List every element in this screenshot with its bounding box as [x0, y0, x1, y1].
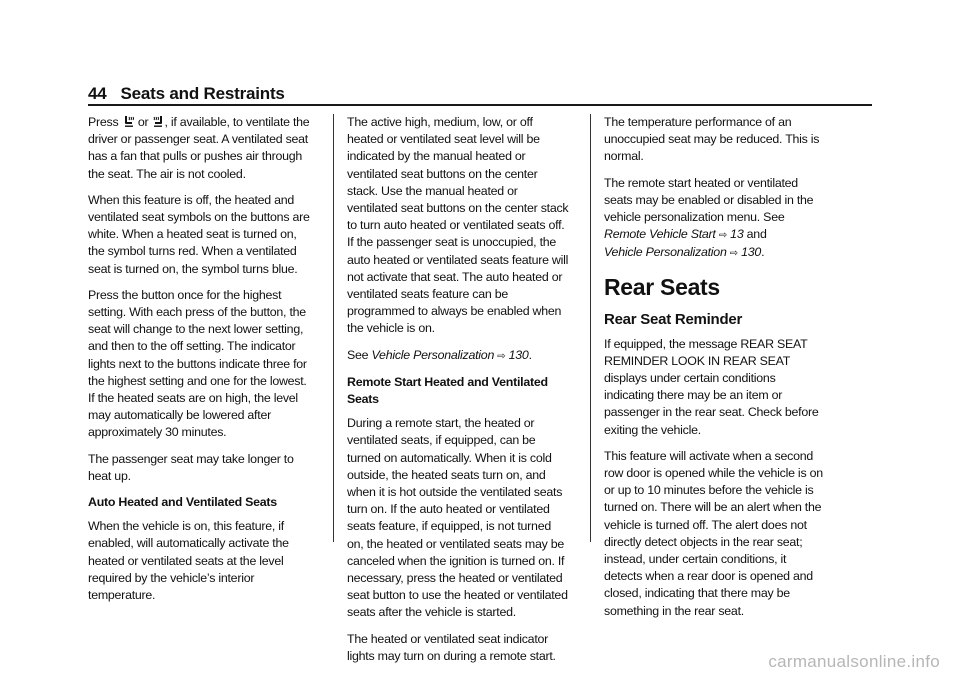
text: , if available, to ventilate the driver or passenger seat. A ventilated seat has a fan that pulls or pushes air through the seat. The air is not cooled.	[88, 115, 310, 181]
subsection-heading: Rear Seat Reminder	[604, 310, 743, 328]
reference-page[interactable]: 130	[741, 245, 762, 260]
paragraph	[88, 114, 310, 183]
page-number: 44	[88, 84, 107, 103]
page-arrow-icon: ⇨	[729, 248, 738, 260]
reference-page[interactable]: 130	[508, 347, 529, 362]
subheading: Remote Start Heated and Ventilated Seats	[347, 374, 548, 407]
paragraph: The active high, medium, low, or off heated or ventilated seat level will be indicated by the manual heated or ventilated seat buttons on the center stack. Use the manual heated or ventilated seat buttons on the center stack to turn auto heated or ventilated seats off. If the passenger seat is unoccupied, the auto heated or ventilated seats feature will not activate that seat. The auto heated or ventilated seats feature can be programmed to always be enabled when the vehicle is on.	[347, 115, 569, 336]
page-arrow-icon: ⇨	[497, 350, 506, 362]
watermark: carmanualsonline.info	[768, 652, 940, 671]
ventilated-seat-icon	[122, 115, 135, 128]
section-title: Seats and Restraints	[120, 84, 285, 103]
text: .	[761, 245, 765, 260]
column-divider	[333, 114, 334, 542]
paragraph: During a remote start, the heated or ventilated seats, if equipped, can be turned on automatically. When it is cold outside, the heated seats turn on, and when it is hot outside the ventilated seats turn on. If the auto heated or ventilated seats feature, if equipped, is not turned on, the heated or ventilated seats may be canceled when the ignition is turned on. If necessary, press the heated or ventilated seat button to use the heated or ventilated seats after the vehicle is started.	[347, 416, 568, 620]
section-heading: Rear Seats	[604, 273, 720, 300]
text: Press	[88, 115, 122, 129]
paragraph: When the vehicle is on, this feature, if enabled, will automatically activate the heated or ventilated seats at the level required by the vehicle’s interior temperature.	[88, 519, 289, 603]
cross-reference	[347, 347, 569, 365]
reference-link[interactable]: Vehicle Personalization	[604, 245, 727, 260]
paragraph: The passenger seat may take longer to heat up.	[88, 451, 294, 483]
text: .	[528, 347, 532, 362]
paragraph: The heated or ventilated seat indicator lights may turn on during a remote start.	[347, 631, 556, 663]
paragraph	[604, 175, 826, 263]
paragraph: The temperature performance of an unoccupied seat may be reduced. This is normal.	[604, 115, 820, 164]
reference-link[interactable]: Vehicle Personalization	[371, 347, 495, 362]
column-1	[88, 114, 310, 613]
header-rule	[88, 104, 872, 106]
page-header	[88, 84, 285, 104]
paragraph: This feature will activate when a second row door is opened while the vehicle is on or up to 10 minutes before the vehicle is turned on. There will be an alert when the vehicle is turned off. The alert does not directly detect objects in the rear seat; instead, under certain conditions, it detects when a rear door is opened and closed, indicating that there may be something in the rear seat.	[604, 448, 823, 618]
text: and	[743, 227, 767, 242]
reference-link[interactable]: Remote Vehicle Start	[604, 227, 716, 242]
column-3	[604, 114, 826, 629]
subheading: Auto Heated and Ventilated Seats	[88, 495, 277, 510]
paragraph: When this feature is off, the heated and ventilated seat symbols on the buttons are white. When a heated seat is turned on, the symbol turns red. When a ventilated seat is turned on, the symbol turns blue.	[88, 192, 310, 276]
text: or	[134, 115, 152, 129]
column-2	[347, 114, 569, 674]
ventilated-seat-passenger-icon	[152, 115, 165, 128]
paragraph: If equipped, the message REAR SEAT REMINDER LOOK IN REAR SEAT displays under certain conditions indicating there may be an item or passenger in the rear seat. Check before exiting the vehicle.	[604, 336, 819, 437]
page-arrow-icon: ⇨	[718, 230, 727, 242]
column-divider	[590, 114, 591, 542]
text: See	[347, 347, 372, 362]
paragraph: Press the button once for the highest setting. With each press of the button, the seat will change to the next lower setting, and then to the off setting. The indicator lights next to the buttons indicate three for the highest setting and one for the lowest. If the heated seats are on high, the level may automatically be lowered after approximately 30 minutes.	[88, 287, 307, 440]
reference-page[interactable]: 13	[730, 227, 744, 242]
text: The remote start heated or ventilated seats may be enabled or disabled in the vehicle personalization menu. See	[604, 175, 814, 225]
